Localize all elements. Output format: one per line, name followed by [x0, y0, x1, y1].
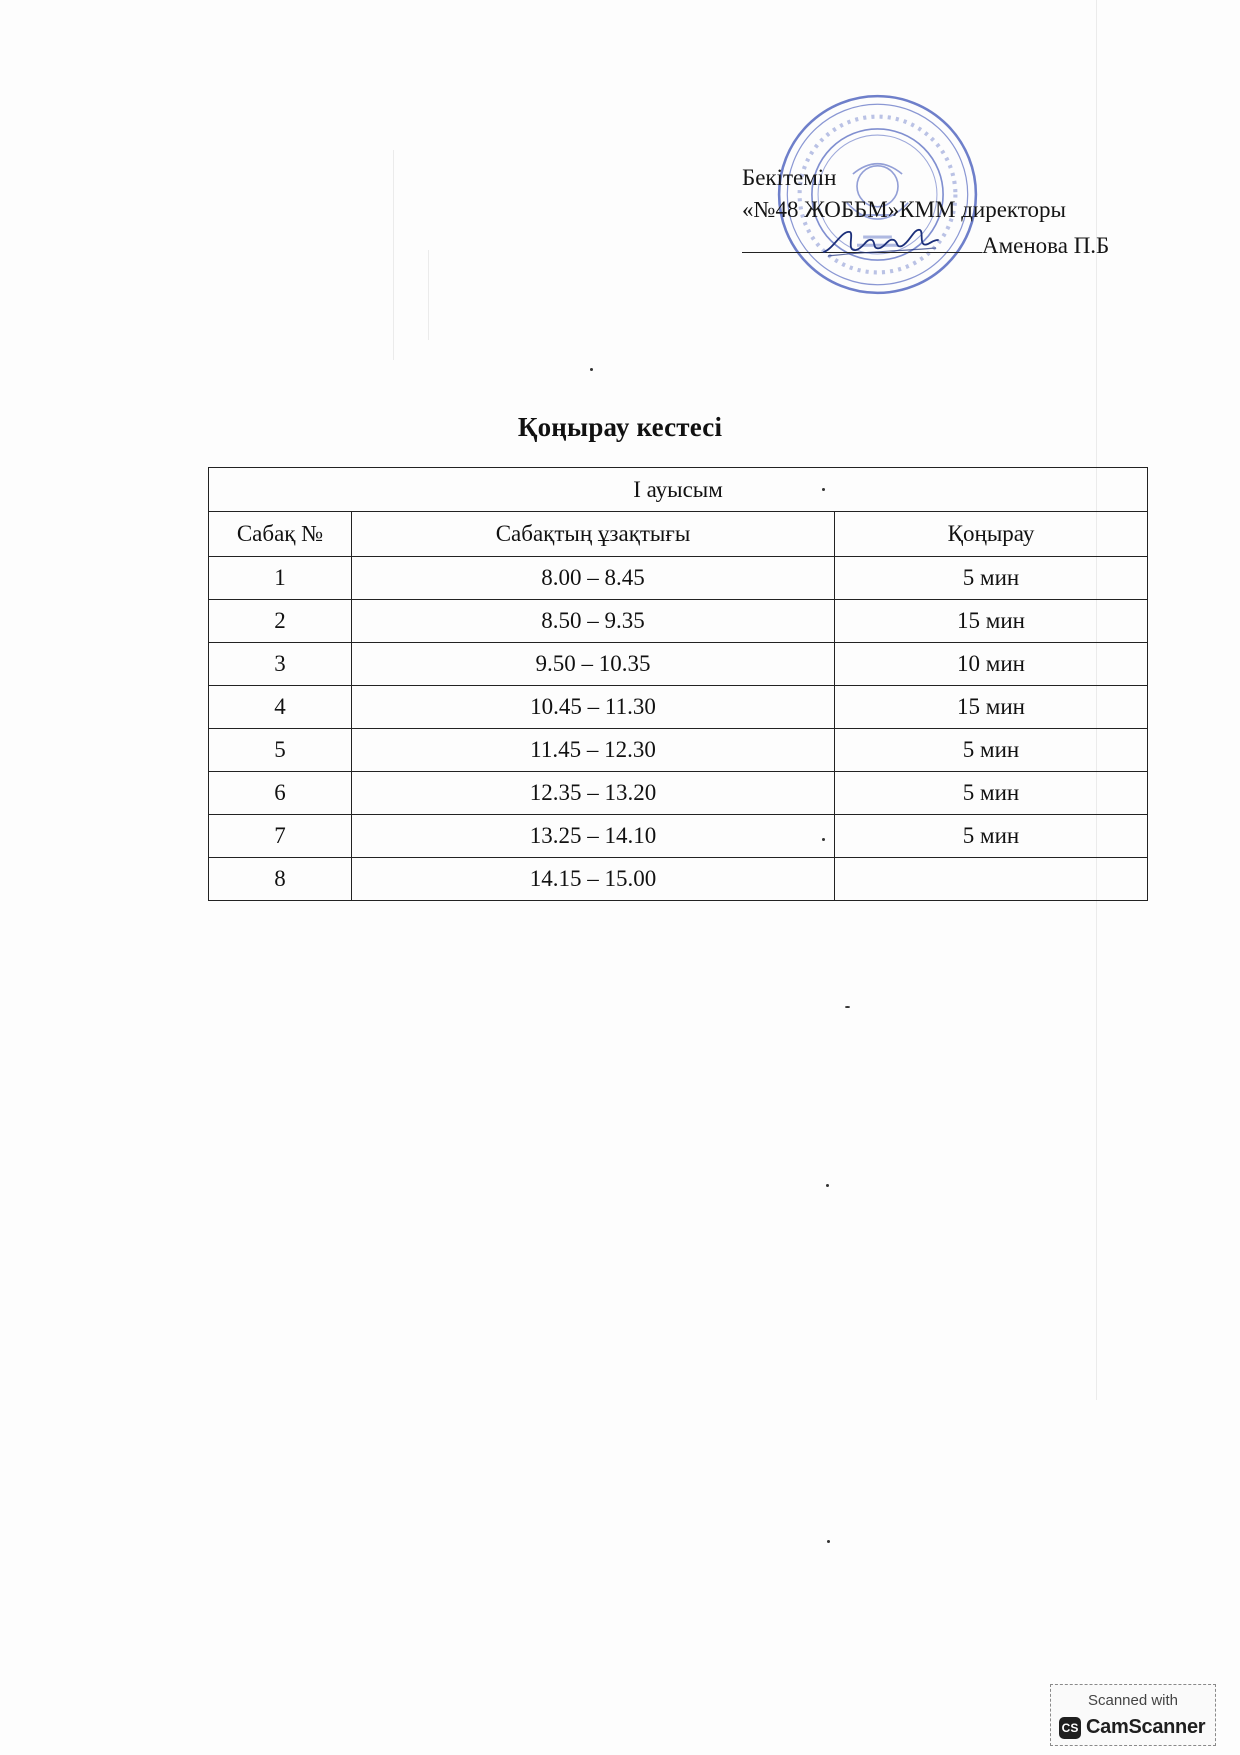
lesson-number: 1: [209, 557, 352, 600]
bell-break: [835, 858, 1148, 901]
header-lesson-number: Сабақ №: [209, 512, 352, 557]
bell-break: 5 мин: [835, 772, 1148, 815]
scan-artifact: [428, 250, 429, 340]
lesson-duration: 14.15 – 15.00: [352, 858, 835, 901]
table-row: [209, 643, 1148, 686]
lesson-duration: 8.00 – 8.45: [352, 557, 835, 600]
bell-break: 5 мин: [835, 815, 1148, 858]
shift-row: [209, 468, 1148, 512]
table-row: [209, 686, 1148, 729]
approval-organization: «№48 ЖОББМ»КММ директоры: [742, 197, 1066, 222]
camscanner-watermark: [1050, 1684, 1216, 1746]
lesson-duration: 10.45 – 11.30: [352, 686, 835, 729]
table-row: [209, 772, 1148, 815]
lesson-duration: 8.50 – 9.35: [352, 600, 835, 643]
header-lesson-duration: Сабақтың ұзақтығы: [352, 512, 835, 557]
scan-speck: [590, 368, 593, 371]
lesson-number: 8: [209, 858, 352, 901]
lesson-duration: 9.50 – 10.35: [352, 643, 835, 686]
shift-label: I ауысым: [209, 468, 1148, 512]
lesson-number: 6: [209, 772, 352, 815]
watermark-caption: Scanned with: [1087, 1692, 1179, 1709]
camscanner-logo-icon: CS: [1059, 1717, 1081, 1739]
scan-speck: [845, 1006, 850, 1008]
lesson-number: 4: [209, 686, 352, 729]
lesson-duration: 11.45 – 12.30: [352, 729, 835, 772]
scan-speck: [822, 838, 825, 841]
watermark-name: CamScanner: [1086, 1716, 1206, 1738]
lesson-duration: 12.35 – 13.20: [352, 772, 835, 815]
bell-schedule-table: [208, 467, 1148, 901]
bell-break: 10 мин: [835, 643, 1148, 686]
director-name: Аменова П.Б: [982, 233, 1110, 258]
header-row: [209, 512, 1148, 557]
scan-speck: [827, 1540, 830, 1543]
bell-break: 5 мин: [835, 557, 1148, 600]
lesson-number: 2: [209, 600, 352, 643]
scan-speck: [822, 488, 825, 491]
table-row: [209, 858, 1148, 901]
table-row: [209, 729, 1148, 772]
bell-break: 5 мин: [835, 729, 1148, 772]
bell-break: 15 мин: [835, 686, 1148, 729]
watermark-brand: [1059, 1716, 1205, 1739]
table-row: [209, 815, 1148, 858]
table-row: [209, 557, 1148, 600]
director-signature: [820, 218, 940, 264]
scan-artifact: [393, 150, 394, 360]
bell-break: 15 мин: [835, 600, 1148, 643]
approval-heading: Бекітемін: [742, 165, 837, 190]
lesson-number: 5: [209, 729, 352, 772]
table-row: [209, 600, 1148, 643]
lesson-duration: 13.25 – 14.10: [352, 815, 835, 858]
scan-speck: [826, 1184, 829, 1187]
header-bell: Қоңырау: [835, 512, 1148, 557]
lesson-number: 7: [209, 815, 352, 858]
lesson-number: 3: [209, 643, 352, 686]
document-title: Қоңырау кестесі: [517, 412, 723, 442]
